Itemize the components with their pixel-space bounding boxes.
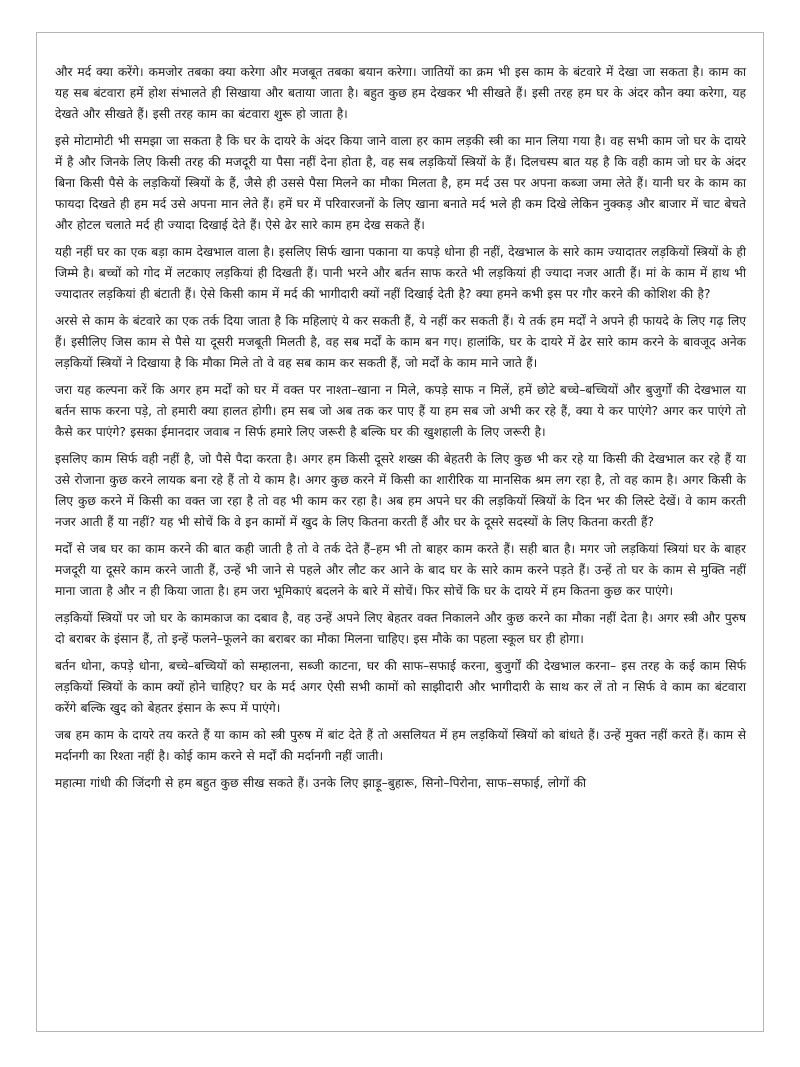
paragraph: इसे मोटामोटी भी समझा जा सकता है कि घर के दायरे के अंदर किया जाने वाला हर काम लड़की स्त्री का मान लिया गया है। वह सभी काम जो घर के दायरे में है और जिनके लिए किसी तरह की मजदूरी या पैसा नहीं देना होता है, वह सब लड़कियों स्त्रियों के हैं। दिलचस्प बात यह है कि वही काम जो घर के अंदर बिना किसी पैसे के लड़कियों स्त्रियों के हैं, जैसे ही उससे पैसा मिलने का मौका मिलता है, हम मर्द उस पर अपना कब्जा जमा लेते हैं। यानी घर के काम का फायदा दिखते ही हम मर्द उसे अपना मान लेते हैं। हमें घर में परिवारजनों के लिए खाना बनाते मर्द भले ही कम दिखे लेकिन नुक्कड़ और बाजार में चाट बेचते और होटल चलाते मर्द ही ज्यादा दिखाई देते हैं। ऐसे ढेर सारे काम हम देख सकते हैं। <box>55 134 746 232</box>
document-body <box>55 62 746 800</box>
paragraph: जब हम काम के दायरे तय करते हैं या काम को स्त्री पुरुष में बांट देते हैं तो असलियत में हम लड़कियों स्त्रियों को बांधते हैं। उन्हें मुक्त नहीं करते हैं। काम से मर्दानगी का रिश्ता नहीं है। कोई काम करने से मर्दों की मर्दानगी नहीं जाती। <box>55 728 746 763</box>
paragraph: अरसे से काम के बंटवारे का एक तर्क दिया जाता है कि महिलाएं ये कर सकती हैं, ये नहीं कर सकती हैं। ये तर्क हम मर्दों ने अपने ही फायदे के लिए गढ़ लिए हैं। इसीलिए जिस काम से पैसे या दूसरी मजबूती मिलती है, वह सब मर्दों के काम बन गए। हालांकि, घर के दायरे में ढेर सारे काम करने के बावजूद अनेक लड़कियों स्त्रियों ने दिखाया है कि मौका मिले तो वे वह सब काम कर सकती हैं, जो मर्दों के काम माने जाते हैं। <box>55 314 746 370</box>
paragraph: जरा यह कल्पना करें कि अगर हम मर्दों को घर में वक्त पर नाश्ता–खाना न मिले, कपड़े साफ न मिलें, हमें छोटे बच्चे–बच्चियों और बुजुर्गों की देखभाल या बर्तन साफ करना पड़े, तो हमारी क्या हालत होगी। हम सब जो अब तक कर पाए हैं या हम सब जो अभी कर रहे हैं, क्या ये कर पाएंगे? अगर कर पाएंगे तो कैसे कर पाएंगे? इसका ईमानदार जवाब न सिर्फ हमारे लिए जरूरी है बल्कि घर की खुशहाली के लिए जरूरी है। <box>55 383 746 439</box>
paragraph: इसलिए काम सिर्फ वही नहीं है, जो पैसे पैदा करता है। अगर हम किसी दूसरे शख्स की बेहतरी के लिए कुछ भी कर रहे या किसी की देखभाल कर रहे हैं या उसे रोजाना कुछ करने लायक बना रहे हैं तो ये काम है। अगर कुछ करने में किसी का शारीरिक या मानसिक श्रम लग रहा है, तो वह काम है। अगर किसी के लिए कुछ करने में किसी का वक्त जा रहा है तो वह भी काम कर रहा है। अब हम अपने घर की लड़कियों स्त्रियों के दिन भर की लिस्टे देखें। वे काम करती नजर आती हैं या नहीं? यह भी सोचें कि वे इन कामों में खुद के लिए कितना करती हैं और घर के दूसरे सदस्यों के लिए कितना करती हैं? <box>55 452 746 529</box>
paragraph: महात्मा गांधी की जिंदगी से हम बहुत कुछ सीख सकते हैं। उनके लिए झाड़ू–बुहारू, सिनो–पिरोना, साफ–सफाई, लोगों की <box>55 776 587 790</box>
paragraph: और मर्द क्या करेंगे। कमजोर तबका क्या करेगा और मजबूत तबका बयान करेगा। जातियों का क्रम भी इस काम के बंटवारे में देखा जा सकता है। काम का यह सब बंटवारा हमें होश संभालते ही सिखाया और बताया जाता है। बहुत कुछ हम देखकर भी सीखते हैं। इसी तरह हम घर के अंदर कौन क्या करेगा, यह देखते और सीखते हैं। इसी तरह काम का बंटवारा शुरू हो जाता है। <box>55 65 746 121</box>
paragraph: बर्तन धोना, कपड़े धोना, बच्चे–बच्चियों को सम्हालना, सब्जी काटना, घर की साफ–सफाई करना, बुजुर्गों की देखभाल करना– इस तरह के कई काम सिर्फ लड़कियों स्त्रियों के काम क्यों होने चाहिए? घर के मर्द अगर ऐसी सभी कामों को साझीदारी और भागीदारी के साथ कर लें तो न सिर्फ वे काम का बंटवारा करेंगे बल्कि खुद को बेहतर इंसान के रूप में पाएंगे। <box>55 659 746 715</box>
paragraph: लड़कियों स्त्रियों पर जो घर के कामकाज का दबाव है, वह उन्हें अपने लिए बेहतर वक्त निकालने और कुछ करने का मौका नहीं देता है। अगर स्त्री और पुरुष दो बराबर के इंसान हैं, तो इन्हें फलने–फूलने का बराबर का मौका मिलना चाहिए। इस मौके का पहला स्कूल घर ही होगा। <box>55 611 746 646</box>
paragraph: मर्दों से जब घर का काम करने की बात कही जाती है तो वे तर्क देते हैं–हम भी तो बाहर काम करते हैं। सही बात है। मगर जो लड़कियां स्त्रियां घर के बाहर मजदूरी या दूसरे काम करने जाती हैं, उन्हें भी जाने से पहले और लौट कर आने के बाद घर के सारे काम करने पड़ते हैं। उन्हें तो घर के काम से मुक्ति नहीं माना जाता है और न ही किया जाता है। हम जरा भूमिकाएं बदलने के बारे में सोचें। फिर सोचें कि घर के दायरे में हम कितना कुछ कर पाएंगे। <box>55 542 746 598</box>
paragraph: यही नहीं घर का एक बड़ा काम देखभाल वाला है। इसलिए सिर्फ खाना पकाना या कपड़े धोना ही नहीं, देखभाल के सारे काम ज्यादातर लड़कियों स्त्रियों के ही जिम्मे है। बच्चों को गोद में लटकाए लड़कियां ही दिखती हैं। पानी भरने और बर्तन साफ करते भी लड़कियां ही ज्यादा नजर आती हैं। मां के काम में हाथ भी ज्यादातर लड़कियां ही बंटाती हैं। ऐसे किसी काम में मर्द की भागीदारी क्यों नहीं दिखाई देती है? क्या हमने कभी इस पर गौर करने की कोशिश की है? <box>55 245 746 301</box>
